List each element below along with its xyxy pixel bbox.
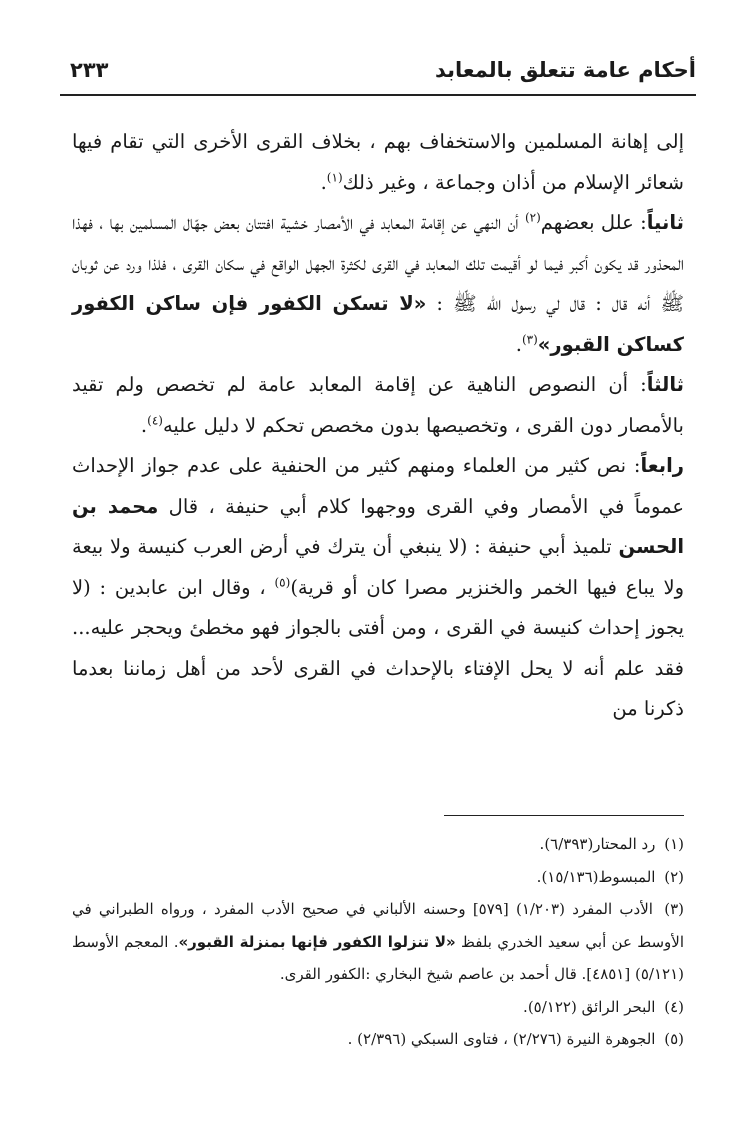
point-2-label: ثانياً xyxy=(646,211,684,234)
p2-a: : علل بعضهم xyxy=(540,211,647,234)
point-4-label: رابعاً xyxy=(640,454,684,477)
p2-end: . xyxy=(515,332,522,356)
p1-text: إلى إهانة المسلمين والاستخفاف بهم ، بخلاف القرى الأخرى التي تقام فيها شعائر الإسلام من أذان وجماعة ، وغير ذلك xyxy=(72,130,684,194)
scholar-name: محمد بن الحسن xyxy=(72,494,684,558)
footnote-number: (٤) xyxy=(664,997,684,1016)
p1-end: . xyxy=(320,170,327,194)
paragraph-2 xyxy=(72,203,684,365)
footnote-text: البحر الرائق (٥/١٢٢). xyxy=(523,997,656,1016)
footnote-text: رد المحتار(٦/٣٩٣). xyxy=(539,835,656,853)
p4-c: ، وقال ابن عابدين : (لا يجوز إحداث كنيسة في القرى ، ومن أفتى بالجواز فهو مخطئ ويحجر عليه... فقد علم أنه لا يحل الإفتاء بالإحداث في القرى لأحد من أهل زماننا بعدما ذكرنا من xyxy=(72,575,684,720)
running-title: أحكام عامة تتعلق بالمعابد xyxy=(434,58,696,82)
footnote-text: المبسوط(١٥/١٣٦). xyxy=(536,867,656,886)
page-number: ٢٣٣ xyxy=(70,58,109,82)
footnote-ref-1[interactable]: (١) xyxy=(326,170,343,184)
main-text xyxy=(72,122,684,730)
footnote-text: الجوهرة النيرة (٢/٢٧٦) ، فتاوى السبكي (٢/٣٩٦) . xyxy=(347,1030,656,1048)
p2-b: أن النهي عن إقامة المعابد في الأمصار خشية افتتان بعض جهّال المسلمين بها ، فهذا المحذور قد يكون أكبر فيما لو أقيمت تلك المعابد في القرى لكثرة الجهل الواقع في سكان القرى ، فلذا ورد عن ثوبان ﷺ أنه قال : قال لي رسول الله ﷺ : xyxy=(72,211,684,315)
paragraph-4 xyxy=(72,446,684,730)
footnote-number: (٣) xyxy=(664,900,684,918)
footnote-1 xyxy=(72,828,684,861)
footnote-3 xyxy=(72,893,684,991)
footnote-separator xyxy=(444,815,684,816)
footnote-number: (١) xyxy=(664,835,684,853)
footnote-ref-4[interactable]: (٤) xyxy=(147,413,163,427)
footnote-number: (٥) xyxy=(664,1030,684,1048)
footnote-ref-2[interactable]: (٢) xyxy=(524,210,541,225)
footnotes xyxy=(72,828,684,1056)
p4-a: : نص كثير من العلماء ومنهم كثير من الحنفية على عدم جواز الإحداث عموماً في الأمصار وفي القرى ووجهوا كلام أبي حنيفة ، قال xyxy=(72,454,684,518)
p4-b: تلميذ أبي حنيفة : (لا ينبغي أن يترك في أرض العرب كنيسة ولا بيعة ولا يباع فيها الخمر والخنزير مصرا كان أو قرية) xyxy=(72,535,684,599)
footnote-number: (٢) xyxy=(664,867,684,886)
footnote-2 xyxy=(72,861,684,894)
hadith-quote: «لا تسكن الكفور فإن ساكن الكفور كساكن القبور» xyxy=(72,292,684,356)
footnote-4 xyxy=(72,991,684,1024)
running-header xyxy=(60,52,696,96)
point-3-label: ثالثاً xyxy=(646,373,684,396)
footnote-hadith: «لا تنزلوا الكفور فإنها بمنزلة القبور» xyxy=(178,932,456,951)
paragraph-1 xyxy=(72,122,684,203)
footnote-ref-3[interactable]: (٣) xyxy=(521,332,538,346)
p3-text: : أن النصوص الناهية عن إقامة المعابد عامة لم تخصص ولم تقيد بالأمصار دون القرى ، وتخصيصها بدون مخصص تحكم لا دليل عليه xyxy=(72,373,684,437)
paragraph-3 xyxy=(72,365,684,446)
footnote-5 xyxy=(72,1023,684,1056)
p3-end: . xyxy=(140,413,148,437)
footnote-text-a: الأدب المفرد (١/٢٠٣) [٥٧٩] وحسنه الألباني في صحيح الأدب المفرد ، ورواه الطبراني في الأوسط عن أبي سعيد الخدري بلفظ xyxy=(72,900,685,951)
footnote-text-b: . المعجم الأوسط (٥/١٢١) [٤٨٥١]. قال أحمد بن عاصم شيخ البخاري :الكفور القرى. xyxy=(72,932,684,983)
footnote-ref-5[interactable]: (٥) xyxy=(274,575,291,589)
